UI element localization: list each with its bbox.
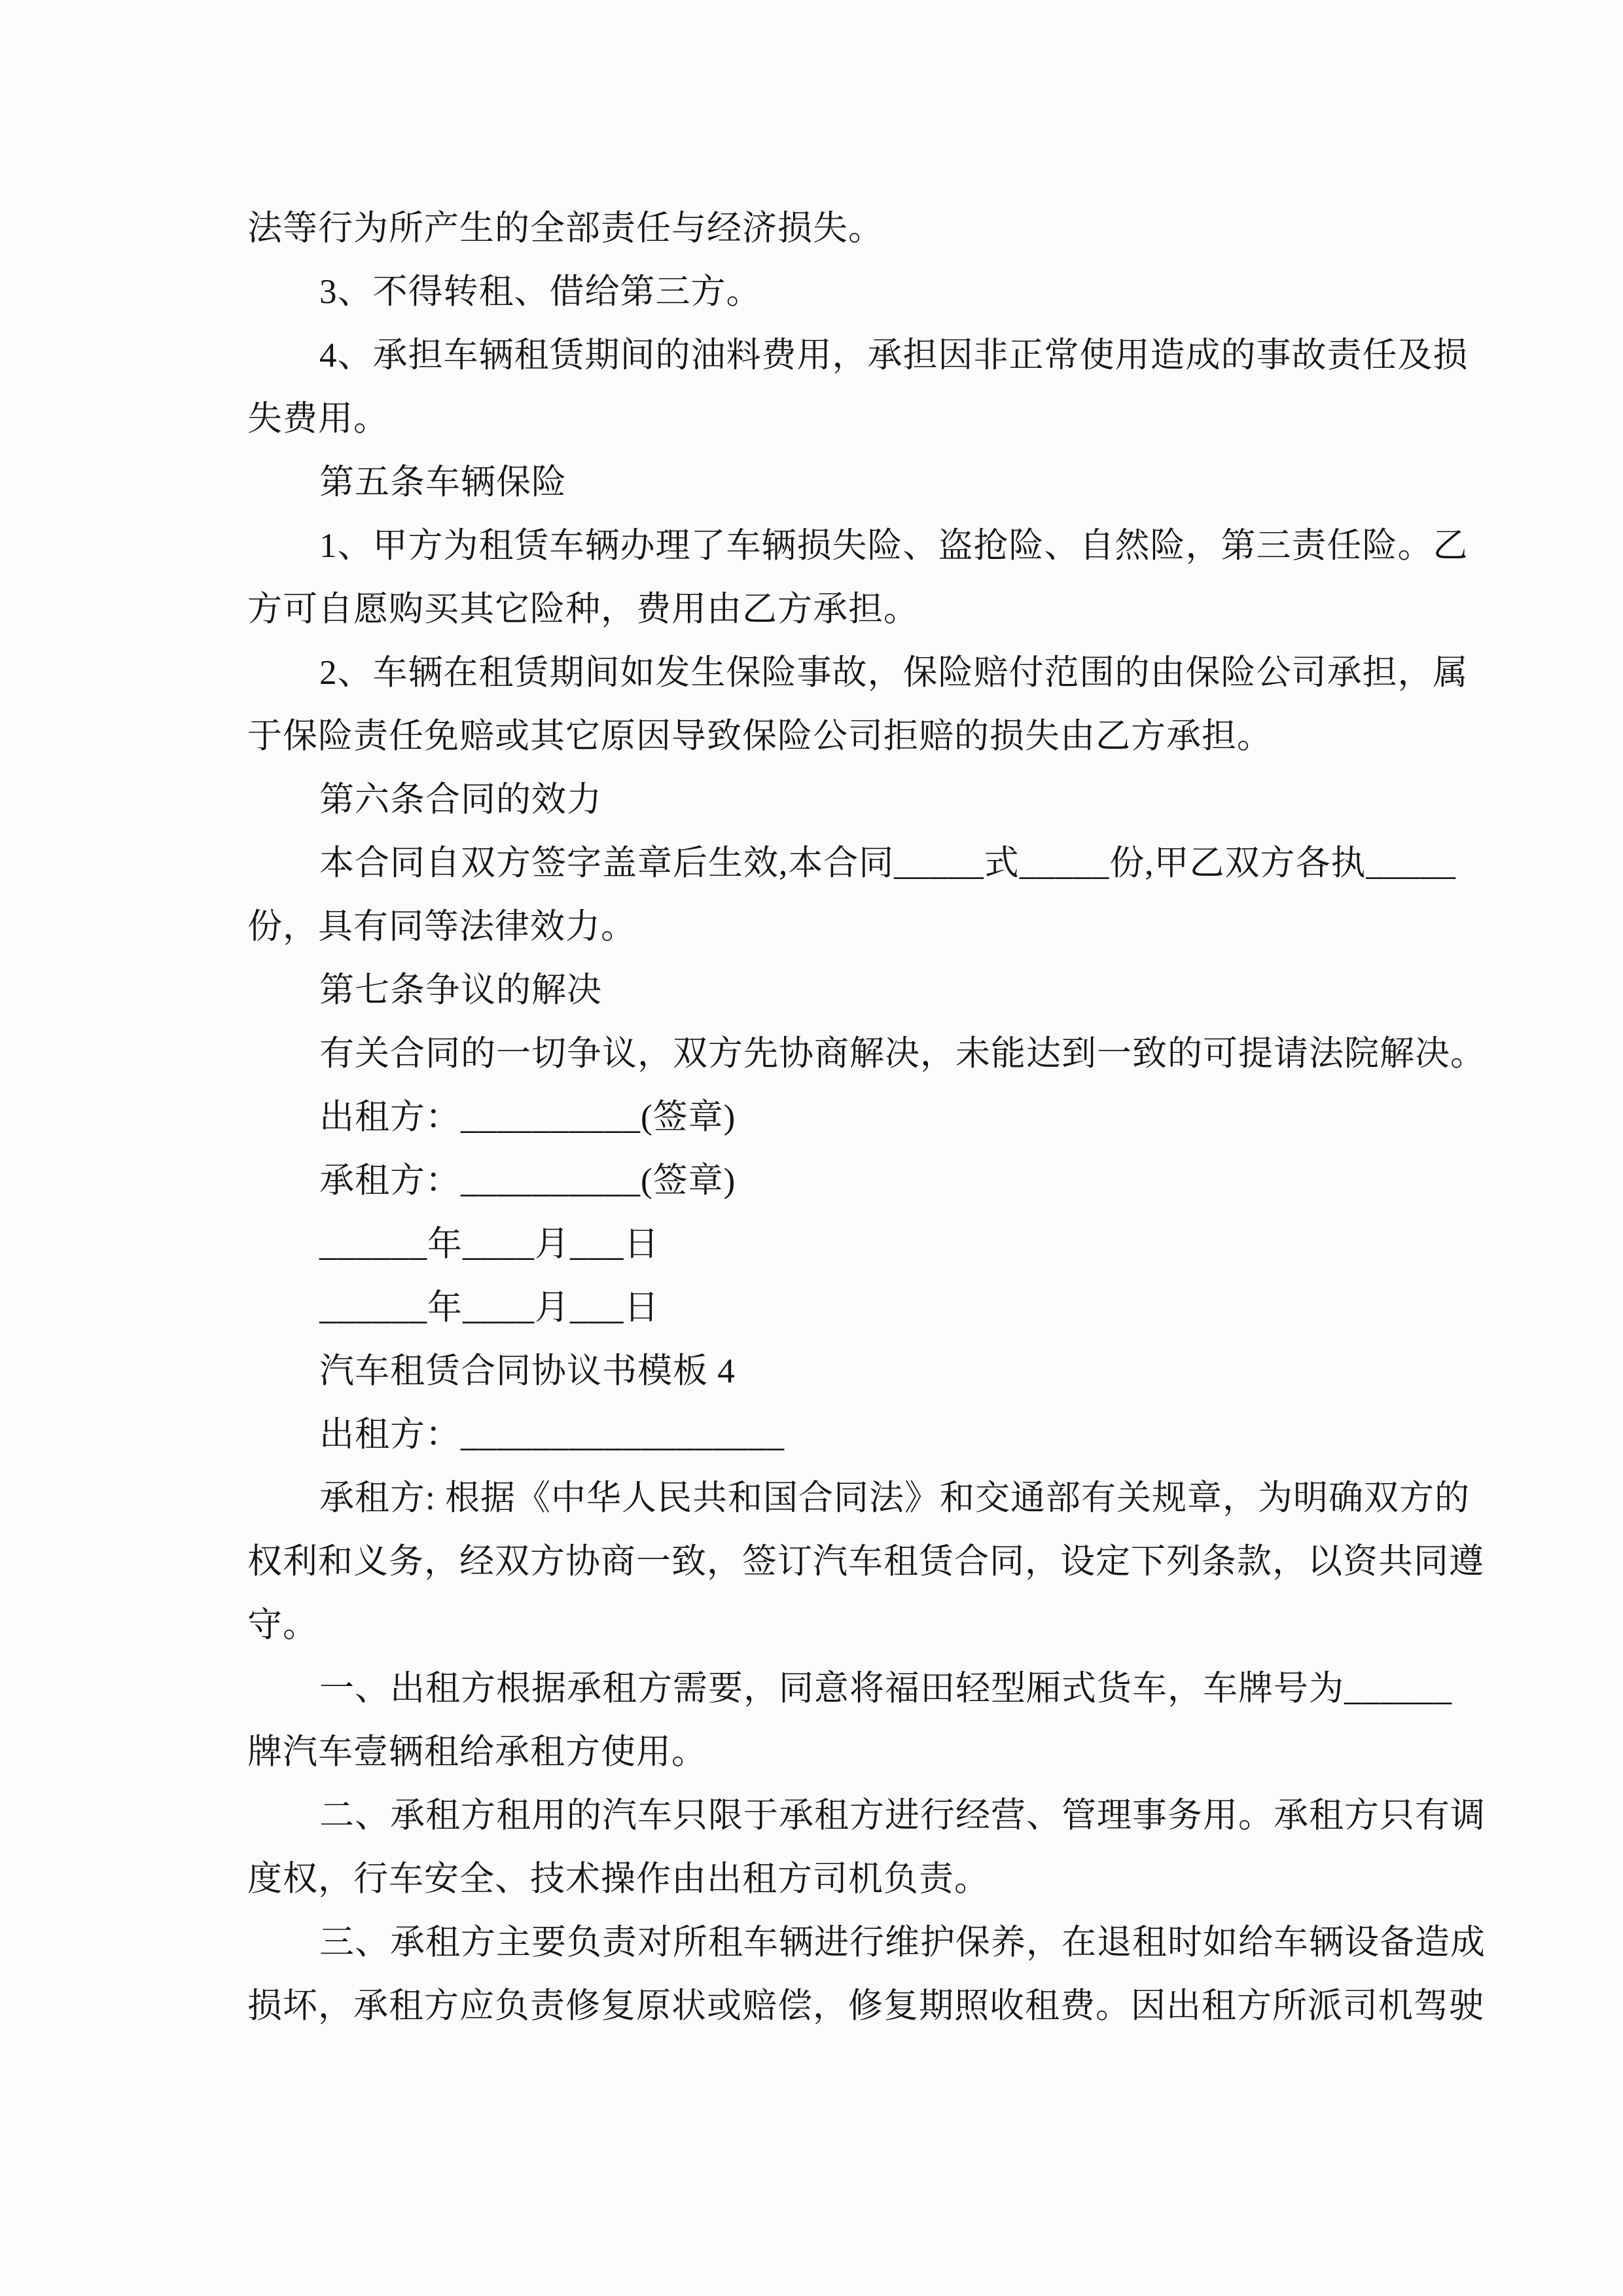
doc-line-18: ______年____月___日 <box>319 1289 660 1327</box>
doc-line-23: 守。 <box>247 1606 318 1644</box>
doc-line-13: 第七条争议的解决 <box>319 971 602 1009</box>
doc-line-27: 度权，行车安全、技术操作由出租方司机负责。 <box>247 1860 990 1898</box>
doc-line-20: 出租方：__________________ <box>319 1416 785 1454</box>
doc-line-15: 出租方：__________(签章) <box>319 1098 736 1136</box>
document-page <box>247 197 1486 2038</box>
doc-line-28: 三、承租方主要负责对所租车辆进行维护保养，在退租时如给车辆设备造成 <box>319 1924 1486 1962</box>
doc-line-29: 损坏，承租方应负责修复原状或赔偿，修复期照收租费。因出租方所派司机驾驶 <box>247 1987 1484 2025</box>
doc-line-11: 本合同自双方签字盖章后生效,本合同_____式_____份,甲乙双方各执_____ <box>319 844 1456 882</box>
doc-line-24: 一、出租方根据承租方需要，同意将福田轻型厢式货车，车牌号为______ <box>319 1670 1452 1708</box>
doc-line-5: 第五条车辆保险 <box>319 463 567 501</box>
doc-line-14: 有关合同的一切争议，双方先协商解决，未能达到一致的可提请法院解决。 <box>319 1035 1486 1073</box>
doc-line-7: 方可自愿购买其它险种，费用由乙方承担。 <box>247 590 919 628</box>
doc-line-12: 份，具有同等法律效力。 <box>247 908 636 946</box>
doc-line-16: 承租方：__________(签章) <box>319 1162 736 1200</box>
doc-line-2: 3、不得转租、借给第三方。 <box>319 273 762 311</box>
doc-line-1: 法等行为所产生的全部责任与经济损失。 <box>247 209 883 247</box>
doc-line-19: 汽车租赁合同协议书模板 4 <box>319 1352 736 1390</box>
doc-line-3: 4、承担车辆租赁期间的油料费用，承担因非正常使用造成的事故责任及损 <box>319 336 1469 374</box>
doc-line-6: 1、甲方为租赁车辆办理了车辆损失险、盗抢险、自然险，第三责任险。乙 <box>319 527 1469 565</box>
doc-line-22: 权利和义务，经双方协商一致，签订汽车租赁合同，设定下列条款，以资共同遵 <box>247 1543 1484 1581</box>
doc-line-8: 2、车辆在租赁期间如发生保险事故，保险赔付范围的由保险公司承担，属 <box>319 654 1469 692</box>
doc-line-10: 第六条合同的效力 <box>319 781 602 819</box>
doc-line-21: 承租方: 根据《中华人民共和国合同法》和交通部有关规章，为明确双方的 <box>319 1479 1470 1517</box>
doc-line-4: 失费用。 <box>247 400 389 438</box>
doc-line-25: 牌汽车壹辆租给承租方使用。 <box>247 1733 707 1771</box>
doc-line-9: 于保险责任免赔或其它原因导致保险公司拒赔的损失由乙方承担。 <box>247 717 1272 755</box>
doc-line-26: 二、承租方租用的汽车只限于承租方进行经营、管理事务用。承租方只有调 <box>319 1797 1486 1835</box>
doc-line-17: ______年____月___日 <box>319 1225 660 1263</box>
